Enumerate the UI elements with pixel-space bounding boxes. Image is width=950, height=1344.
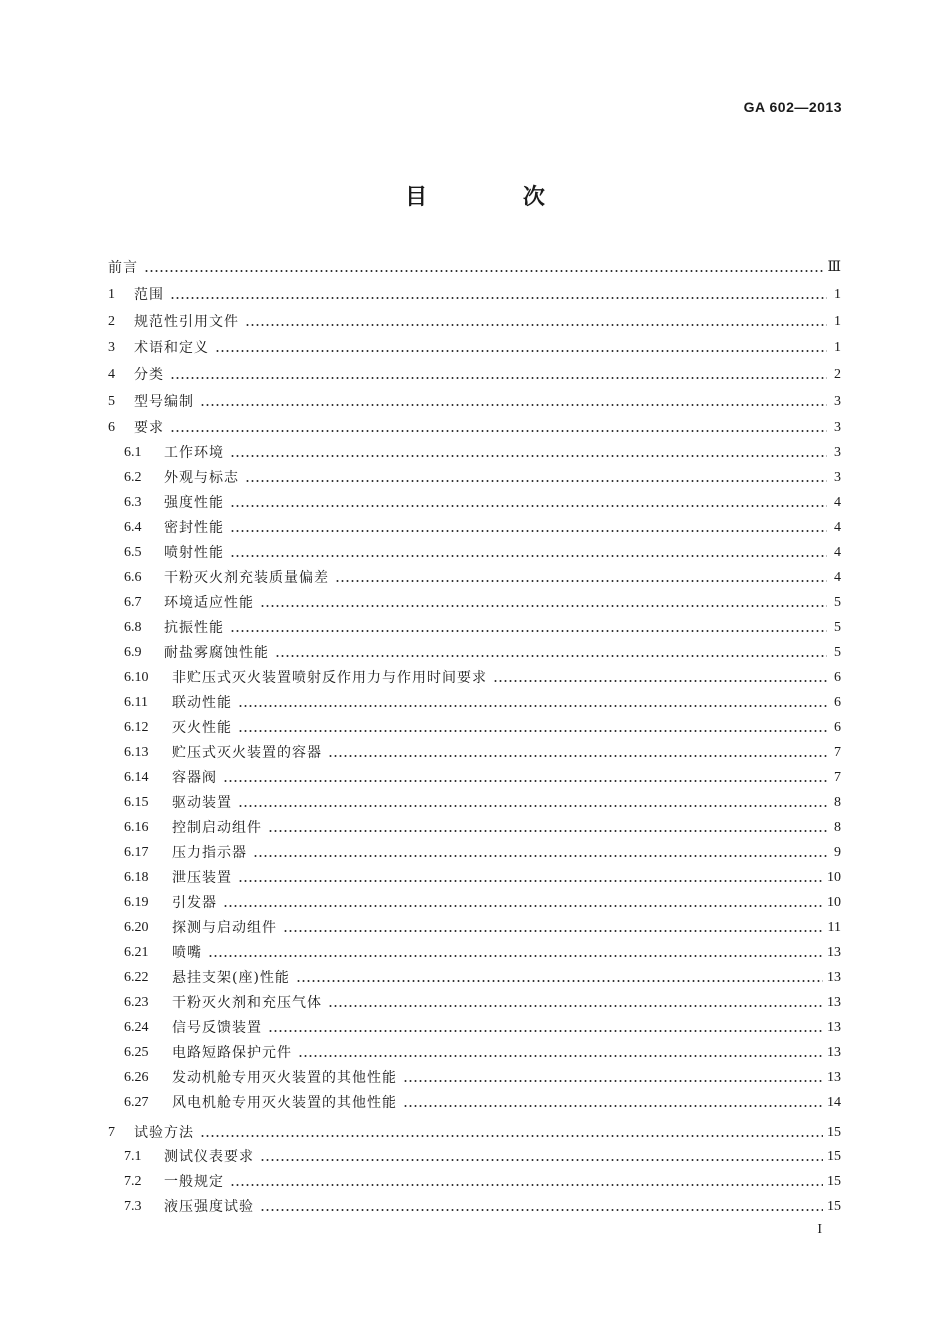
toc-entry-title: 密封性能 xyxy=(164,520,224,536)
toc-entry-number: 6.21 xyxy=(124,945,149,960)
toc-entry-title: 测试仪表要求 xyxy=(164,1149,254,1165)
toc-entry-number: 4 xyxy=(108,367,115,382)
toc-dot-leader xyxy=(223,904,823,908)
toc-entry-number: 6 xyxy=(108,420,115,435)
toc-entry-title: 喷射性能 xyxy=(164,545,224,561)
toc-entry-number: 6.18 xyxy=(124,870,149,885)
toc-dot-leader xyxy=(275,654,827,658)
toc-entry-title: 环境适应性能 xyxy=(164,595,254,611)
toc-entry[interactable] xyxy=(124,793,841,813)
toc-entry-title: 风电机舱专用灭火装置的其他性能 xyxy=(172,1095,397,1111)
toc-dot-leader xyxy=(170,429,827,433)
toc-entry-page: 5 xyxy=(834,595,841,610)
toc-entry-page: 7 xyxy=(834,770,841,785)
toc-dot-leader xyxy=(230,454,827,458)
toc-entry-page: 6 xyxy=(834,670,841,685)
toc-entry[interactable] xyxy=(108,1123,841,1143)
toc-entry-page: 3 xyxy=(834,470,841,485)
toc-entry-number: 6.17 xyxy=(124,845,149,860)
toc-entry[interactable] xyxy=(124,618,841,638)
toc-entry-page: 3 xyxy=(834,394,841,409)
toc-dot-leader xyxy=(170,376,827,380)
toc-entry[interactable] xyxy=(124,1147,841,1167)
toc-dot-leader xyxy=(238,704,827,708)
toc-entry-page: 3 xyxy=(834,445,841,460)
toc-dot-leader xyxy=(208,954,823,958)
toc-entry[interactable] xyxy=(108,312,841,332)
toc-entry-page: 2 xyxy=(834,367,841,382)
toc-entry-number: 2 xyxy=(108,314,115,329)
toc-dot-leader xyxy=(230,1183,823,1187)
toc-entry-title: 贮压式灭火装置的容器 xyxy=(172,745,322,761)
toc-entry-title: 压力指示器 xyxy=(172,845,247,861)
toc-entry-number: 7.2 xyxy=(124,1174,142,1189)
toc-entry-title: 引发器 xyxy=(172,895,217,911)
toc-dot-leader xyxy=(260,1208,823,1212)
toc-entry[interactable] xyxy=(124,1172,841,1192)
toc-entry[interactable] xyxy=(124,768,841,788)
toc-entry-title: 试验方法 xyxy=(134,1125,194,1141)
toc-entry[interactable] xyxy=(124,968,841,988)
toc-entry-number: 6.6 xyxy=(124,570,142,585)
toc-entry-number: 6.1 xyxy=(124,445,142,460)
toc-entry-page: 10 xyxy=(827,895,841,910)
toc-entry[interactable] xyxy=(124,543,841,563)
toc-dot-leader xyxy=(238,804,827,808)
toc-entry-number: 7.1 xyxy=(124,1149,142,1164)
toc-dot-leader xyxy=(223,779,827,783)
toc-entry-page: 6 xyxy=(834,695,841,710)
toc-entry[interactable] xyxy=(124,493,841,513)
toc-entry-title: 耐盐雾腐蚀性能 xyxy=(164,645,269,661)
toc-entry[interactable] xyxy=(124,643,841,663)
toc-entry-page: 15 xyxy=(827,1149,841,1164)
toc-entry-title: 要求 xyxy=(134,420,164,436)
toc-dot-leader xyxy=(230,529,827,533)
toc-dot-leader xyxy=(230,554,827,558)
toc-entry-page: 13 xyxy=(827,970,841,985)
toc-dot-leader xyxy=(328,1004,823,1008)
toc-dot-leader xyxy=(170,296,827,300)
toc-entry-title: 工作环境 xyxy=(164,445,224,461)
toc-entry-number: 5 xyxy=(108,394,115,409)
toc-entry-page: 13 xyxy=(827,1020,841,1035)
toc-dot-leader xyxy=(403,1104,823,1108)
toc-entry-page: 4 xyxy=(834,495,841,510)
toc-entry-title: 强度性能 xyxy=(164,495,224,511)
toc-entry[interactable] xyxy=(124,1197,841,1217)
toc-entry-page: 1 xyxy=(834,340,841,355)
toc-entry-page: Ⅲ xyxy=(827,260,841,275)
toc-entry-page: 15 xyxy=(827,1174,841,1189)
toc-entry-number: 6.2 xyxy=(124,470,142,485)
toc-entry-title: 探测与启动组件 xyxy=(172,920,277,936)
toc-entry-number: 6.27 xyxy=(124,1095,149,1110)
toc-entry[interactable] xyxy=(124,993,841,1013)
toc-entry[interactable] xyxy=(124,718,841,738)
toc-entry-page: 15 xyxy=(827,1125,841,1140)
toc-dot-leader xyxy=(238,879,823,883)
toc-entry-title: 泄压装置 xyxy=(172,870,232,886)
toc-entry-title: 联动性能 xyxy=(172,695,232,711)
toc-entry-title: 喷嘴 xyxy=(172,945,202,961)
toc-entry-page: 10 xyxy=(827,870,841,885)
standard-code: GA 602—2013 xyxy=(743,99,842,115)
toc-dot-leader xyxy=(260,604,827,608)
toc-dot-leader xyxy=(245,323,827,327)
toc-entry-page: 8 xyxy=(834,820,841,835)
toc-entry-title: 控制启动组件 xyxy=(172,820,262,836)
toc-entry-title: 干粉灭火剂充装质量偏差 xyxy=(164,570,329,586)
toc-entry[interactable] xyxy=(124,1093,841,1113)
toc-dot-leader xyxy=(200,1134,823,1138)
toc-entry-page: 3 xyxy=(834,420,841,435)
toc-entry-number: 6.24 xyxy=(124,1020,149,1035)
toc-entry-page: 4 xyxy=(834,520,841,535)
toc-entry-title: 分类 xyxy=(134,367,164,383)
toc-entry[interactable] xyxy=(124,468,841,488)
toc-dot-leader xyxy=(230,629,827,633)
toc-entry-number: 6.25 xyxy=(124,1045,149,1060)
toc-dot-leader xyxy=(298,1054,823,1058)
toc-entry-page: 11 xyxy=(827,920,841,935)
toc-entry[interactable] xyxy=(124,943,841,963)
toc-dot-leader xyxy=(253,854,827,858)
toc-entry[interactable] xyxy=(108,392,841,412)
toc-dot-leader xyxy=(245,479,827,483)
toc-entry-number: 6.20 xyxy=(124,920,149,935)
toc-entry-title: 前言 xyxy=(108,260,138,276)
toc-entry-number: 6.13 xyxy=(124,745,149,760)
toc-entry-page: 1 xyxy=(834,314,841,329)
toc-entry-number: 6.22 xyxy=(124,970,149,985)
toc-entry-page: 13 xyxy=(827,1045,841,1060)
toc-entry-page: 4 xyxy=(834,545,841,560)
toc-entry[interactable] xyxy=(124,443,841,463)
toc-entry-title: 型号编制 xyxy=(134,394,194,410)
toc-entry[interactable] xyxy=(124,893,841,913)
toc-entry-number: 6.15 xyxy=(124,795,149,810)
toc-dot-leader xyxy=(268,829,827,833)
toc-entry-title: 非贮压式灭火装置喷射反作用力与作用时间要求 xyxy=(172,670,487,686)
toc-entry-title: 外观与标志 xyxy=(164,470,239,486)
toc-entry-page: 1 xyxy=(834,287,841,302)
toc-dot-leader xyxy=(238,729,827,733)
toc-entry[interactable] xyxy=(124,843,841,863)
toc-entry-page: 15 xyxy=(827,1199,841,1214)
toc-entry-page: 6 xyxy=(834,720,841,735)
toc-entry-number: 6.4 xyxy=(124,520,142,535)
toc-entry-title: 悬挂支架(座)性能 xyxy=(172,970,290,986)
toc-entry[interactable] xyxy=(124,518,841,538)
toc-entry-number: 6.8 xyxy=(124,620,142,635)
toc-entry[interactable] xyxy=(124,818,841,838)
toc-entry[interactable] xyxy=(108,365,841,385)
toc-entry[interactable] xyxy=(124,868,841,888)
toc-entry-page: 13 xyxy=(827,995,841,1010)
toc-title: 目 次 xyxy=(405,185,589,210)
toc-entry[interactable] xyxy=(124,1043,841,1063)
toc-entry[interactable] xyxy=(108,418,841,438)
toc-entry-number: 7.3 xyxy=(124,1199,142,1214)
toc-entry-title: 灭火性能 xyxy=(172,720,232,736)
toc-entry-page: 9 xyxy=(834,845,841,860)
toc-entry-title: 驱动装置 xyxy=(172,795,232,811)
toc-entry-title: 发动机舱专用灭火装置的其他性能 xyxy=(172,1070,397,1086)
toc-entry-page: 5 xyxy=(834,620,841,635)
toc-entry-number: 6.16 xyxy=(124,820,149,835)
toc-entry[interactable] xyxy=(124,668,841,688)
toc-entry-number: 6.3 xyxy=(124,495,142,510)
toc-entry-number: 6.14 xyxy=(124,770,149,785)
toc-entry-title: 容器阀 xyxy=(172,770,217,786)
toc-entry-title: 信号反馈装置 xyxy=(172,1020,262,1036)
toc-dot-leader xyxy=(283,929,824,933)
toc-dot-leader xyxy=(200,403,827,407)
toc-dot-leader xyxy=(403,1079,823,1083)
toc-dot-leader xyxy=(268,1029,823,1033)
toc-dot-leader xyxy=(296,979,823,983)
toc-entry-number: 6.11 xyxy=(124,695,148,710)
toc-entry[interactable] xyxy=(108,285,841,305)
toc-entry[interactable] xyxy=(124,693,841,713)
toc-entry-number: 1 xyxy=(108,287,115,302)
toc-entry[interactable] xyxy=(124,568,841,588)
toc-dot-leader xyxy=(144,269,823,273)
toc-dot-leader xyxy=(493,679,827,683)
toc-entry-page: 13 xyxy=(827,945,841,960)
toc-dot-leader xyxy=(215,349,827,353)
toc-entry-title: 规范性引用文件 xyxy=(134,314,239,330)
toc-entry-page: 14 xyxy=(827,1095,841,1110)
toc-entry-page: 13 xyxy=(827,1070,841,1085)
toc-entry-title: 液压强度试验 xyxy=(164,1199,254,1215)
toc-dot-leader xyxy=(335,579,827,583)
toc-entry-number: 6.10 xyxy=(124,670,149,685)
toc-entry-title: 抗振性能 xyxy=(164,620,224,636)
toc-entry[interactable] xyxy=(124,918,841,938)
toc-entry-number: 6.19 xyxy=(124,895,149,910)
toc-entry-title: 一般规定 xyxy=(164,1174,224,1190)
toc-entry[interactable] xyxy=(124,1018,841,1038)
toc-entry[interactable] xyxy=(108,258,841,278)
toc-dot-leader xyxy=(260,1158,823,1162)
toc-entry-number: 6.5 xyxy=(124,545,142,560)
toc-entry-number: 6.7 xyxy=(124,595,142,610)
toc-dot-leader xyxy=(230,504,827,508)
toc-entry-title: 术语和定义 xyxy=(134,340,209,356)
toc-entry-number: 3 xyxy=(108,340,115,355)
toc-entry-title: 范围 xyxy=(134,287,164,303)
toc-entry-page: 4 xyxy=(834,570,841,585)
toc-entry-number: 6.23 xyxy=(124,995,149,1010)
toc-entry-number: 7 xyxy=(108,1125,115,1140)
toc-entry-number: 6.9 xyxy=(124,645,142,660)
toc-entry-page: 5 xyxy=(834,645,841,660)
toc-entry-title: 干粉灭火剂和充压气体 xyxy=(172,995,322,1011)
toc-dot-leader xyxy=(328,754,827,758)
toc-entry-title: 电路短路保护元件 xyxy=(172,1045,292,1061)
toc-entry[interactable] xyxy=(124,743,841,763)
toc-entry[interactable] xyxy=(124,1068,841,1088)
toc-entry[interactable] xyxy=(108,338,841,358)
toc-entry[interactable] xyxy=(124,593,841,613)
toc-entry-page: 8 xyxy=(834,795,841,810)
toc-entry-page: 7 xyxy=(834,745,841,760)
toc-entry-number: 6.26 xyxy=(124,1070,149,1085)
toc-entry-number: 6.12 xyxy=(124,720,149,735)
page-number: I xyxy=(817,1222,822,1237)
